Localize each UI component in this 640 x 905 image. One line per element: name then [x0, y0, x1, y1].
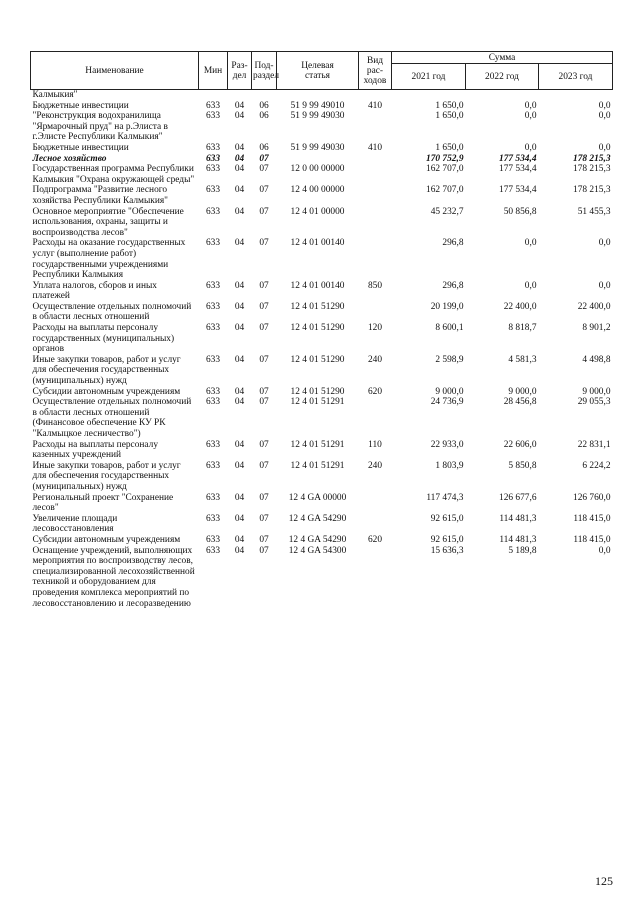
- cell-v3: 0,0: [598, 111, 611, 122]
- cell-rz: 04: [234, 397, 245, 408]
- cell-v1: 24 736,9: [430, 397, 464, 408]
- cell-name: Осуществление отдельных полномочий в области лесных отношений: [32, 301, 192, 323]
- table-row: [31, 281, 613, 302]
- document-page: [30, 51, 612, 609]
- table-row: [31, 397, 613, 439]
- header-sum: Сумма: [392, 52, 613, 64]
- table-row: [31, 355, 613, 387]
- cell-pr: 07: [259, 185, 269, 196]
- cell-v1: 2 598,9: [435, 354, 464, 365]
- cell-cs: 51 9 99 49010: [290, 100, 345, 111]
- cell-min: 633: [205, 206, 221, 217]
- cell-min: 633: [205, 111, 221, 122]
- cell-rz: 04: [234, 142, 245, 153]
- header-name: Наименование: [31, 52, 199, 90]
- cell-v1: 45 232,7: [430, 206, 464, 217]
- cell-v2: 28 456,8: [503, 397, 537, 408]
- cell-cs: 12 4 00 00000: [290, 185, 345, 196]
- cell-v3: 4 498,8: [582, 354, 611, 365]
- cell-pr: 07: [259, 439, 269, 450]
- cell-rz: 04: [234, 238, 245, 249]
- cell-v2: 50 856,8: [503, 206, 537, 217]
- cell-pr: 07: [259, 301, 269, 312]
- cell-v3: 0,0: [598, 238, 611, 249]
- table-row: [31, 238, 613, 280]
- cell-v2: 9 000,0: [508, 386, 537, 397]
- cell-rz: 04: [234, 111, 245, 122]
- cell-v2: 5 189,8: [508, 545, 537, 556]
- cell-v3: 0,0: [598, 280, 611, 291]
- cell-cs: 51 9 99 49030: [290, 111, 345, 122]
- cell-v2: 0,0: [524, 100, 537, 111]
- header-vid: Вид рас- ходов: [359, 52, 392, 90]
- cell-v1: 296,8: [442, 280, 464, 291]
- table-row: [31, 514, 613, 535]
- cell-rz: 04: [234, 492, 245, 503]
- table-row: [31, 143, 613, 154]
- cell-min: 633: [205, 534, 221, 545]
- cell-name: Увеличение площади лесовосстановления: [32, 513, 118, 535]
- cell-v2: [466, 90, 539, 101]
- cell-cs: 12 4 01 00000: [290, 206, 345, 217]
- cell-pr: 07: [259, 397, 269, 408]
- page-number: 125: [595, 874, 613, 888]
- cell-cs: 12 4 01 00140: [290, 280, 345, 291]
- cell-min: 633: [205, 164, 221, 175]
- header-2022: 2022 год: [466, 64, 539, 90]
- cell-v3: 0,0: [598, 545, 611, 556]
- cell-min: 633: [205, 397, 221, 408]
- cell-rz: 04: [234, 153, 245, 164]
- cell-v3: 22 831,1: [577, 439, 611, 450]
- cell-name: Осуществление отдельных полномочий в области лесных отношений (Финансовое обеспечение КУ РК "Калмыцкое лесничество"): [32, 397, 192, 439]
- cell-v3: 118 415,0: [573, 534, 611, 545]
- cell-cs: 12 4 01 51290: [290, 301, 345, 312]
- table-row: [31, 111, 613, 143]
- table-row: [31, 461, 613, 493]
- header-2023: 2023 год: [539, 64, 613, 90]
- cell-vr: 410: [367, 100, 383, 111]
- cell-vr: 240: [367, 354, 383, 365]
- cell-v2: 0,0: [524, 142, 537, 153]
- cell-min: 633: [205, 280, 221, 291]
- cell-v3: 0,0: [598, 100, 611, 111]
- cell-cs: 12 0 00 00000: [290, 164, 345, 175]
- cell-vr: 240: [367, 460, 383, 471]
- cell-cs: [277, 90, 359, 101]
- cell-cs: 12 4 01 51291: [290, 397, 345, 408]
- cell-pr: [252, 90, 277, 101]
- cell-v3: 118 415,0: [573, 513, 611, 524]
- table-row: [31, 101, 613, 112]
- cell-v3: 8 901,2: [582, 323, 611, 334]
- cell-min: 633: [205, 185, 221, 196]
- table-row: [31, 440, 613, 461]
- cell-cs: 12 4 GA 00000: [288, 492, 347, 503]
- cell-rz: 04: [234, 100, 245, 111]
- cell-rz: 04: [234, 301, 245, 312]
- cell-rz: 04: [234, 164, 245, 175]
- cell-vr: [359, 493, 392, 514]
- cell-v1: 15 636,3: [430, 545, 464, 556]
- cell-v2: 22 606,0: [503, 439, 537, 450]
- cell-name: Бюджетные инвестиции: [32, 142, 129, 153]
- table-row: [31, 207, 613, 239]
- cell-pr: 07: [259, 545, 269, 556]
- cell-v1: 162 707,0: [426, 164, 464, 175]
- cell-v2: 177 534,4: [499, 153, 537, 164]
- cell-v2: 177 534,4: [499, 164, 537, 175]
- cell-name: Подпрограмма "Развитие лесного хозяйства Республики Калмыкия": [32, 185, 168, 206]
- cell-vr: [359, 207, 392, 239]
- cell-name: "Реконструкция водохранилища "Ярмарочный пруд" на р.Элиста в г.Элисте Республики Калмыкия": [32, 111, 168, 143]
- cell-pr: 07: [259, 513, 269, 524]
- cell-name: Субсидии автономным учреждениям: [32, 386, 181, 397]
- cell-cs: 12 4 GA 54300: [288, 545, 347, 556]
- cell-cs: 12 4 01 51291: [290, 460, 345, 471]
- cell-rz: 04: [234, 280, 245, 291]
- cell-rz: 04: [234, 513, 245, 524]
- table-row: [31, 164, 613, 185]
- cell-rz: [228, 90, 252, 101]
- cell-cs: 12 4 01 00140: [290, 238, 345, 249]
- table-row: [31, 493, 613, 514]
- cell-vr: 620: [367, 386, 383, 397]
- cell-vr: [359, 90, 392, 101]
- cell-name: Оснащение учреждений, выполняющих мероприятия по воспроизводству лесов, специализированной лесохозяйственной техникой и оборудованием для проведения комплекса мероприятий по лесовосстановлению и лесоразведению: [32, 545, 195, 609]
- cell-v1: 9 000,0: [435, 386, 464, 397]
- cell-name: Субсидии автономным учреждениям: [32, 534, 181, 545]
- cell-name: Государственная программа Республики Калмыкия "Охрана окружающей среды": [32, 164, 195, 185]
- cell-v3: 178 215,3: [573, 185, 611, 196]
- cell-name: Основное мероприятие "Обеспечение использования, охраны, защиты и воспроизводства лесов": [32, 206, 184, 238]
- cell-pr: 07: [259, 354, 269, 365]
- cell-v3: [539, 90, 613, 101]
- cell-v2: 177 534,4: [499, 185, 537, 196]
- cell-v2: 0,0: [524, 238, 537, 249]
- cell-rz: 04: [234, 439, 245, 450]
- cell-min: 633: [205, 238, 221, 249]
- cell-name: Лесное хозяйство: [32, 153, 107, 164]
- cell-name: Уплата налогов, сборов и иных платежей: [32, 280, 157, 302]
- cell-v3: 178 215,3: [573, 153, 611, 164]
- table-row: [31, 535, 613, 546]
- cell-rz: 04: [234, 206, 245, 217]
- cell-min: 633: [205, 100, 221, 111]
- cell-vr: 120: [367, 323, 383, 334]
- cell-rz: 04: [234, 185, 245, 196]
- table-body: [31, 90, 613, 610]
- cell-cs: 12 4 GA 54290: [288, 513, 347, 524]
- cell-rz: 04: [234, 386, 245, 397]
- cell-pr: 06: [259, 100, 269, 111]
- table-row: [31, 302, 613, 323]
- cell-cs: [277, 154, 359, 165]
- table-row: [31, 185, 613, 206]
- cell-cs: 12 4 01 51290: [290, 323, 345, 334]
- cell-v1: 1 650,0: [435, 100, 464, 111]
- header-2021: 2021 год: [392, 64, 466, 90]
- cell-name: Расходы на оказание государственных услуг (выполнение работ) государственными учреждениями Республики Калмыкия: [32, 238, 186, 281]
- cell-pr: 07: [259, 280, 269, 291]
- cell-v1: 162 707,0: [426, 185, 464, 196]
- table-row: [31, 323, 613, 355]
- cell-rz: 04: [234, 460, 245, 471]
- cell-v1: 170 752,9: [426, 153, 464, 164]
- cell-v2: 126 677,6: [499, 492, 537, 503]
- cell-v2: 114 481,3: [499, 513, 537, 524]
- cell-v2: 0,0: [524, 111, 537, 122]
- cell-pr: 07: [259, 386, 269, 397]
- cell-rz: 04: [234, 534, 245, 545]
- cell-name: Иные закупки товаров, работ и услуг для обеспечения государственных (муниципальных) нужд: [32, 460, 181, 492]
- cell-v3: 51 455,3: [577, 206, 611, 217]
- cell-min: 633: [205, 545, 221, 556]
- cell-vr: 410: [367, 142, 383, 153]
- cell-v3: 126 760,0: [573, 492, 611, 503]
- cell-v1: 92 615,0: [430, 513, 464, 524]
- cell-min: 633: [205, 354, 221, 365]
- cell-v3: 9 000,0: [582, 386, 611, 397]
- cell-vr: [359, 185, 392, 206]
- cell-v1: 92 615,0: [430, 534, 464, 545]
- cell-v2: 22 400,0: [503, 301, 537, 312]
- cell-pr: 07: [259, 492, 269, 503]
- table-row: [31, 154, 613, 165]
- cell-min: 633: [205, 439, 221, 450]
- cell-pr: 07: [259, 460, 269, 471]
- cell-pr: 07: [259, 534, 269, 545]
- budget-table: [30, 51, 613, 609]
- cell-name: Расходы на выплаты персоналу казенных учреждений: [32, 439, 159, 461]
- cell-rz: 04: [234, 545, 245, 556]
- table-header: [31, 52, 613, 90]
- cell-vr: [359, 154, 392, 165]
- cell-v1: 22 933,0: [430, 439, 464, 450]
- cell-v2: 8 818,7: [508, 323, 537, 334]
- cell-name: Иные закупки товаров, работ и услуг для обеспечения государственных (муниципальных) нужд: [32, 354, 181, 387]
- cell-pr: 06: [259, 142, 269, 153]
- cell-vr: [359, 546, 392, 610]
- cell-pr: 07: [259, 153, 269, 164]
- cell-cs: 12 4 GA 54290: [288, 534, 347, 545]
- cell-vr: 850: [367, 280, 383, 291]
- cell-v1: [392, 90, 466, 101]
- cell-vr: 620: [367, 534, 383, 545]
- cell-pr: 07: [259, 164, 269, 175]
- cell-pr: 07: [259, 323, 269, 334]
- cell-min: 633: [205, 492, 221, 503]
- cell-v2: 4 581,3: [508, 354, 537, 365]
- cell-name: Бюджетные инвестиции: [32, 100, 129, 111]
- cell-name: Калмыкия": [32, 90, 78, 100]
- cell-pr: 07: [259, 238, 269, 249]
- cell-v1: 20 199,0: [430, 301, 464, 312]
- cell-min: 633: [205, 142, 221, 153]
- cell-rz: 04: [234, 323, 245, 334]
- header-razdel: Раз- дел: [228, 52, 252, 90]
- cell-min: 633: [205, 386, 221, 397]
- cell-cs: 51 9 99 49030: [290, 142, 345, 153]
- cell-v3: 178 215,3: [573, 164, 611, 175]
- cell-v3: 22 400,0: [577, 301, 611, 312]
- cell-cs: 12 4 01 51290: [290, 354, 345, 365]
- cell-v2: 114 481,3: [499, 534, 537, 545]
- cell-vr: [359, 111, 392, 143]
- header-min: Мин: [199, 52, 228, 90]
- header-podrazdel: Под- раздел: [252, 52, 277, 90]
- cell-vr: [359, 164, 392, 185]
- cell-min: 633: [205, 460, 221, 471]
- table-row: [31, 546, 613, 610]
- cell-name: Расходы на выплаты персоналу государственных (муниципальных) органов: [32, 323, 175, 355]
- cell-min: 633: [205, 513, 221, 524]
- cell-pr: 07: [259, 206, 269, 217]
- cell-rz: 04: [234, 354, 245, 365]
- cell-cs: 12 4 01 51291: [290, 439, 345, 450]
- cell-v1: 1 803,9: [435, 460, 464, 471]
- cell-pr: 06: [259, 111, 269, 122]
- cell-v1: 8 600,1: [435, 323, 464, 334]
- cell-min: 633: [205, 323, 221, 334]
- cell-v2: 5 850,8: [508, 460, 537, 471]
- cell-v2: 0,0: [524, 280, 537, 291]
- cell-vr: 110: [368, 439, 382, 450]
- cell-vr: [359, 514, 392, 535]
- cell-min: [199, 90, 228, 101]
- cell-vr: [359, 397, 392, 439]
- cell-v1: 1 650,0: [435, 111, 464, 122]
- cell-name: Региональный проект "Сохранение лесов": [32, 492, 174, 514]
- cell-v1: 296,8: [442, 238, 464, 249]
- cell-v3: 6 224,2: [582, 460, 611, 471]
- cell-cs: 12 4 01 51290: [290, 386, 345, 397]
- cell-v1: 117 474,3: [426, 492, 464, 503]
- cell-v3: 29 055,3: [577, 397, 611, 408]
- cell-vr: [359, 238, 392, 280]
- table-row: [31, 387, 613, 398]
- cell-vr: [359, 302, 392, 323]
- cell-v3: 0,0: [598, 142, 611, 153]
- cell-v1: 1 650,0: [435, 142, 464, 153]
- header-target: Целевая статья: [277, 52, 359, 90]
- table-row: [31, 90, 613, 101]
- cell-min: 633: [205, 153, 221, 164]
- cell-min: 633: [205, 301, 221, 312]
